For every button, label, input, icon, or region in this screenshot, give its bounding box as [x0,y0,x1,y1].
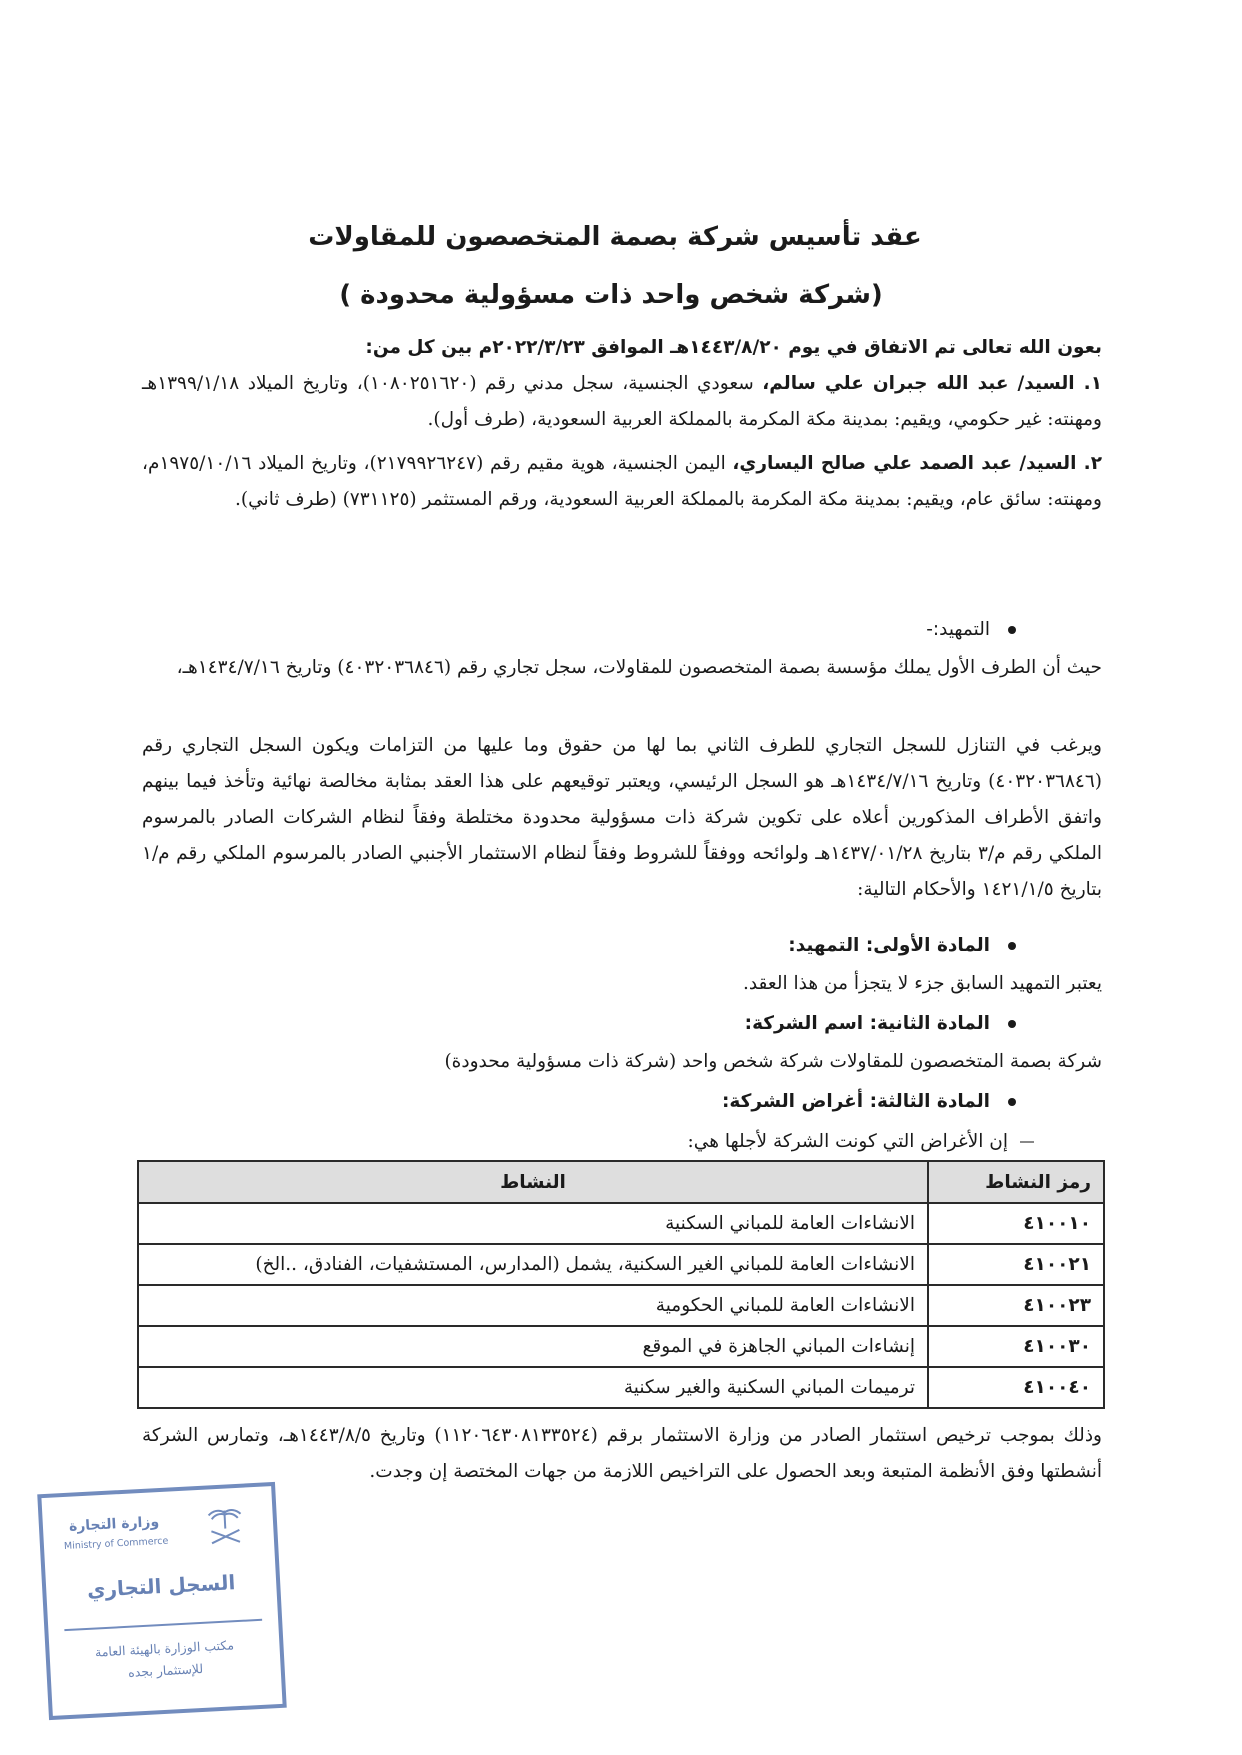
article-two-heading [142,1006,1102,1042]
table-row [138,1203,1104,1244]
preamble-heading [142,612,1102,648]
article-two-text: شركة بصمة المتخصصون للمقاولات شركة شخص واحد (شركة ذات مسؤولية محدودة) [444,1051,1102,1072]
article-one-heading-text: المادة الأولى: التمهيد: [788,935,990,956]
party-two-details: اليمن الجنسية، هوية مقيم رقم (٢١٧٩٩٢٦٢٤٧)، وتاريخ الميلاد ١٩٧٥/١٠/١٦م، ومهنته: سائق عام، ويقيم: بمدينة مكة المكرمة بالمملكة العربية السعودية، ورقم المستثمر (٧٣١١٢٥) (طرف ثاني). [142,453,1102,510]
party-one-details: سعودي الجنسية، سجل مدني رقم (١٠٨٠٢٥١٦٢٠)، وتاريخ الميلاد ١٣٩٩/١/١٨هـ ومهنته: غير حكومي، ويقيم: بمدينة مكة المكرمة بالمملكة العربية السعودية، (طرف أول). [142,373,1102,430]
ministry-stamp [37,1482,287,1720]
header-activity-code: رمز النشاط [928,1161,1104,1203]
bullet-icon [1008,1020,1016,1028]
document-title: عقد تأسيس شركة بصمة المتخصصون للمقاولات [308,222,922,252]
palm-swords-emblem-icon [200,1501,250,1551]
activity-code-cell: ٤١٠٠٢٣ [928,1285,1104,1326]
stamp-office-line-1: مكتب الوزارة بالهيئة العامة [94,1637,235,1660]
stamp-ministry-english: Ministry of Commerce [63,1535,169,1553]
party-two-paragraph [142,446,1102,518]
dash-icon [1020,1141,1034,1143]
table-header-row [138,1161,1104,1203]
bullet-icon [1008,942,1016,950]
activity-cell: الانشاءات العامة للمباني الحكومية [138,1285,928,1326]
party-two-name: ٢. السيد/ عبد الصمد علي صالح اليساري، [732,453,1102,474]
desire-paragraph: ويرغب في التنازل للسجل التجاري للطرف الثاني بما لها من حقوق وما عليها من التزامات ويكون السجل التجاري رقم (٤٠٣٢٠٣٦٨٤٦) وتاريخ ١٤٣٤/٧/١٦هـ هو السجل الرئيسي، ويعتبر توقيعهم على هذا العقد بمثابة مخالصة نهائية وتأخذ فيما بينهم واتفق الأطراف المذكورين أعلاه على تكوين شركة ذات مسؤولية محدودة مختلطة وفقاً لنظام الشركات الصادر بالمرسوم الملكي رقم م/٣ بتاريخ ١٤٣٧/٠١/٢٨هـ ولوائحه ووفقاً للشروط وفقاً لنظام الاستثمار الأجنبي الصادر بالمرسوم الملكي رقم م/١ بتاريخ ١٤٢١/١/٥ والأحكام التالية: [142,735,1103,900]
activity-code-cell: ٤١٠٠٤٠ [928,1367,1104,1408]
stamp-office [49,1632,281,1688]
document-subtitle: (شركة شخص واحد ذات مسؤولية محدودة ) [339,280,883,310]
stamp-commercial-registry: السجل التجاري [86,1570,236,1602]
article-two-heading-text: المادة الثانية: اسم الشركة: [744,1013,990,1034]
article-three-heading [142,1084,1102,1120]
activity-code-cell: ٤١٠٠٣٠ [928,1326,1104,1367]
stamp-divider [64,1619,262,1631]
activity-code-cell: ٤١٠٠٢١ [928,1244,1104,1285]
intro-paragraph: بعون الله تعالى تم الاتفاق في يوم ١٤٤٣/٨/٢٠هـ الموافق ٢٠٢٢/٣/٢٣م بين كل من: [365,337,1102,358]
preamble-text: حيث أن الطرف الأول يملك مؤسسة بصمة المتخصصون للمقاولات، سجل تجاري رقم (٤٠٣٢٠٣٦٨٤٦) وتاريخ ١٤٣٤/٧/١٦هـ، [176,657,1102,678]
article-three-heading-text: المادة الثالثة: أغراض الشركة: [722,1091,990,1112]
activity-cell: الانشاءات العامة للمباني الغير السكنية، يشمل (المدارس، المستشفيات، الفنادق، ..الخ) [138,1244,928,1285]
activity-cell: الانشاءات العامة للمباني السكنية [138,1203,928,1244]
article-one-heading [142,928,1102,964]
purposes-intro-text: إن الأغراض التي كونت الشركة لأجلها هي: [687,1131,1008,1152]
activities-table [137,1160,1105,1409]
table-row [138,1244,1104,1285]
bullet-icon [1008,626,1016,634]
article-one-text: يعتبر التمهيد السابق جزء لا يتجزأ من هذا العقد. [742,973,1102,994]
header-activity: النشاط [138,1161,928,1203]
table-row [138,1367,1104,1408]
activity-code-cell: ٤١٠٠١٠ [928,1203,1104,1244]
purposes-intro [688,1124,1034,1160]
table-row [138,1326,1104,1367]
license-paragraph: وذلك بموجب ترخيص استثمار الصادر من وزارة الاستثمار برقم (١١٢٠٦٤٣٠٨١٣٣٥٢٤) وتاريخ ١٤٤٣/٨/٥هـ، وتمارس الشركة أنشطتها وفق الأنظمة المتبعة وبعد الحصول على التراخيص اللازمة من جهات المختصة إن وجدت. [142,1425,1102,1482]
party-one-name: ١. السيد/ عبد الله جبران علي سالم، [762,373,1102,394]
stamp-office-line-2: للإستثمار بجده [127,1660,204,1680]
activity-cell: إنشاءات المباني الجاهزة في الموقع [138,1326,928,1367]
bullet-icon [1008,1098,1016,1106]
preamble-heading-text: التمهيد:- [926,619,990,640]
table-row [138,1285,1104,1326]
activity-cell: ترميمات المباني السكنية والغير سكنية [138,1367,928,1408]
stamp-ministry-arabic: وزارة التجارة [68,1514,160,1535]
party-one-paragraph [142,366,1102,438]
